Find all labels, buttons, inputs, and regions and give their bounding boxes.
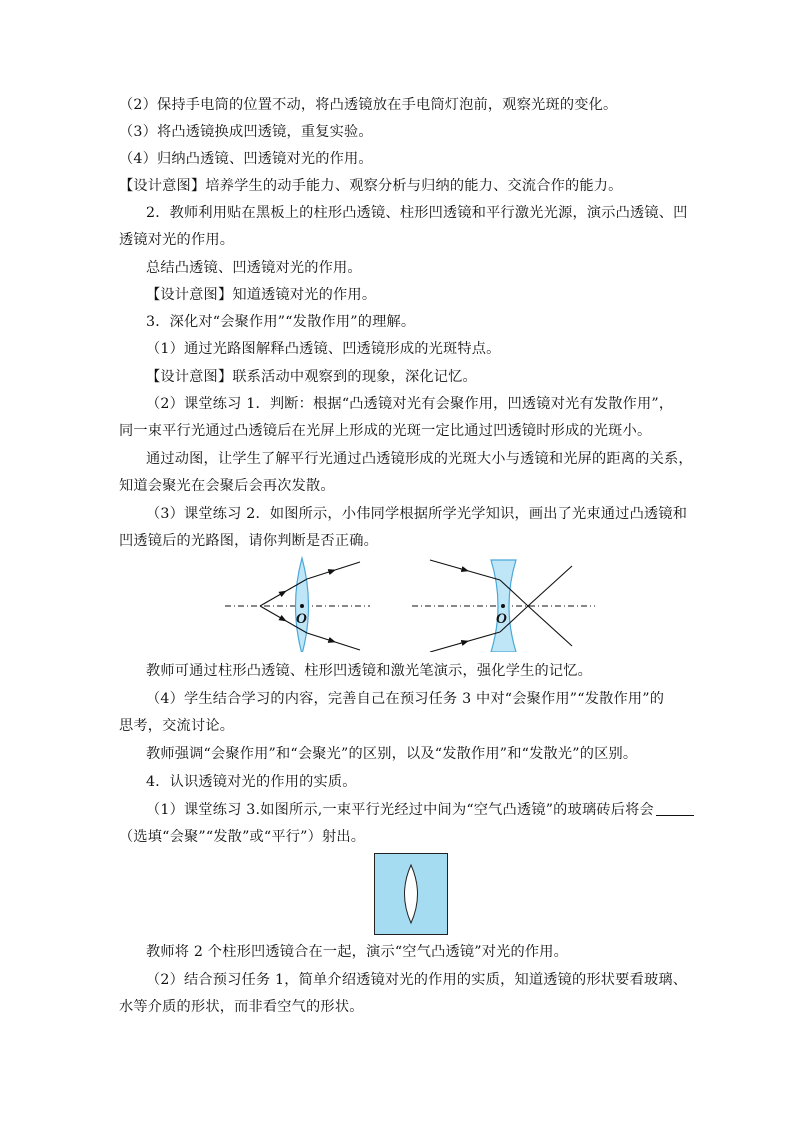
design-intent-note: 【设计意图】培养学生的动手能力、观察分析与归纳的能力、交流合作的能力。 [119, 178, 623, 194]
paragraph: 教师将 2 个柱形凹透镜合在一起，演示“空气凸透镜”对光的作用。 [146, 944, 569, 960]
design-intent-note: 【设计意图】知道透镜对光的作用。 [146, 287, 377, 303]
exercise-text: 同一束平行光通过凸透镜后在光屏上形成的光斑一定比通过凹透镜时形成的光斑小。 [119, 423, 652, 439]
paragraph: 总结凸透镜、凹透镜对光的作用。 [146, 260, 362, 276]
exercise-text: （2）课堂练习 1．判断：根据“凸透镜对光有会聚作用，凹透镜对光有发散作用”， [146, 396, 674, 412]
section-heading: 4．认识透镜对光的作用的实质。 [146, 774, 357, 790]
exercise-text: 凹透镜后的光路图，请你判断是否正确。 [119, 533, 378, 549]
exercise-prompt: （1）课堂练习 3.如图所示,一束平行光经过中间为“空气凸透镜”的玻璃砖后将会 [146, 802, 654, 818]
paragraph: （1）通过光路图解释凸透镜、凹透镜形成的光斑特点。 [146, 341, 501, 357]
optical-center-dot [300, 604, 304, 608]
paragraph: （2）结合预习任务 1，简单介绍透镜对光的作用的实质，知道透镜的形状要看玻璃、 [146, 972, 688, 988]
answer-blank[interactable] [656, 801, 694, 816]
ray-arrow [460, 569, 466, 571]
convex-lens-diagram [225, 558, 370, 652]
concave-lens-diagram [412, 560, 595, 652]
optical-center-label: O [496, 611, 507, 627]
air-lens-glass-brick-figure [374, 853, 448, 935]
section-heading: 3．深化对“会聚作用”“发散作用”的理解。 [146, 314, 416, 330]
design-intent-note: 【设计意图】联系活动中观察到的现象，深化记忆。 [146, 369, 477, 385]
ray-arrow [328, 571, 333, 573]
ray [528, 606, 572, 646]
ray [307, 633, 360, 650]
paragraph: （4）学生结合学习的内容，完善自己在预习任务 3 中对“会聚作用”“发散作用”的 [146, 691, 665, 707]
paragraph: （3）将凸透镜换成凹透镜，重复实验。 [119, 124, 373, 140]
ray-arrow [460, 642, 466, 644]
optical-center-label: O [296, 611, 307, 627]
ray [307, 562, 360, 579]
paragraph: 教师强调“会聚作用”和“会聚光”的区别，以及“发散作用”和“发散光”的区别。 [146, 746, 638, 762]
paragraph: 2．教师利用贴在黑板上的柱形凸透镜、柱形凹透镜和平行激光光源，演示凸透镜、凹 [146, 205, 688, 221]
ray-arrow [280, 618, 284, 620]
paragraph: 知道会聚光在会聚后会再次发散。 [119, 478, 335, 494]
paragraph: 透镜对光的作用。 [119, 232, 235, 248]
paragraph: （4）归纳凸透镜、凹透镜对光的作用。 [119, 151, 373, 167]
exercise-text: （3）课堂练习 2．如图所示，小伟同学根据所学光学知识，画出了光束通过凸透镜和 [146, 506, 688, 522]
ray-arrow [328, 640, 333, 642]
optical-center-dot [501, 604, 505, 608]
paragraph: 水等介质的形状，而非看空气的形状。 [119, 999, 364, 1015]
ray [528, 566, 572, 606]
paragraph: 通过动图，让学生了解平行光通过凸透镜形成的光斑大小与透镜和光屏的距离的关系， [146, 451, 693, 467]
lens-ray-diagram [220, 552, 600, 652]
paragraph: 教师可通过柱形凸透镜、柱形凹透镜和激光笔演示，强化学生的记忆。 [146, 663, 593, 679]
exercise-text: （选填“会聚”“发散”或“平行”）射出。 [119, 829, 366, 845]
ray-arrow [280, 592, 284, 594]
paragraph: （2）保持手电筒的位置不动，将凸透镜放在手电筒灯泡前，观察光斑的变化。 [119, 97, 618, 113]
exercise-text [146, 800, 679, 820]
paragraph: 思考，交流讨论。 [119, 718, 235, 734]
